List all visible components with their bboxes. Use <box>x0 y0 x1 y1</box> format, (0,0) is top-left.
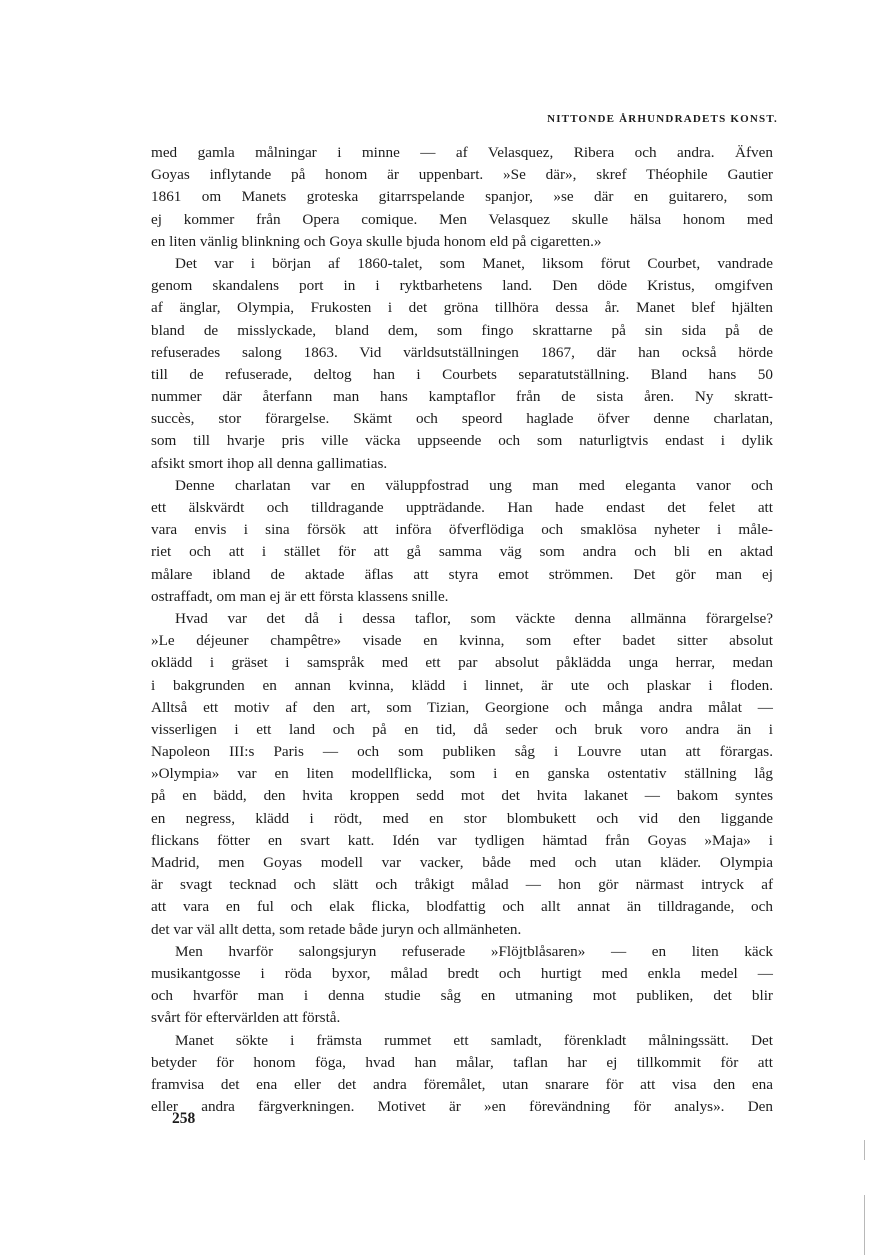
text-line: »Le déjeuner champêtre» visade en kvinna, som efter badet sitter absolut <box>151 632 773 650</box>
text-line: Hvad var det då i dessa taflor, som väckte denna allmänna förargelse? <box>175 609 773 627</box>
text-line: som till hvarje pris ville väcka uppseende och som naturligtvis endast i dylik <box>151 432 773 450</box>
text-line: oklädd i gräset i samspråk med ett par absolut påklädda unga herrar, medan <box>151 654 773 672</box>
text-line: Alltså ett motiv af den art, som Tizian, Georgione och många andra målat — <box>151 698 773 716</box>
text-line: visserligen i ett land och på en tid, då seder och bruk voro andra än i <box>151 720 773 738</box>
margin-mark <box>864 1140 865 1160</box>
text-line: det var väl allt detta, som retade både juryn och allmänheten. <box>151 920 522 938</box>
text-line: vara envis i sina försök att införa öfverflödiga och smaklösa nyheter i måle- <box>151 521 773 539</box>
text-line: till de refuserade, deltog han i Courbets separatutställning. Bland hans 50 <box>151 365 773 383</box>
text-line: i bakgrunden en annan kvinna, klädd i linnet, är ute och plaskar i floden. <box>151 676 773 694</box>
margin-mark <box>864 1195 865 1255</box>
text-line: Men hvarför salongsjuryn refuserade »Flöjtblåsaren» — en liten käck <box>175 942 773 960</box>
text-line: genom skandalens port in i ryktbarhetens land. Den döde Kristus, omgifven <box>151 277 773 295</box>
text-line: flickans fötter en svart katt. Idén var tydligen hämtad från Goyas »Maja» i <box>151 831 773 849</box>
text-line: refuserades salong 1863. Vid världsutställningen 1867, där han också hörde <box>151 343 773 361</box>
text-line: på en bädd, den hvita kroppen sedd mot det hvita lakanet — bakom syntes <box>151 787 773 805</box>
page-number: 258 <box>172 1110 196 1127</box>
text-line: musikantgosse i röda byxor, målad bredt och hurtigt med enkla medel — <box>151 964 773 982</box>
text-line: med gamla målningar i minne — af Velasquez, Ribera och andra. Äfven <box>151 144 773 161</box>
text-line: framvisa det ena eller det andra föremålet, utan snarare för att visa den ena <box>151 1075 773 1093</box>
text-line: Det var i början af 1860-talet, som Manet, liksom förut Courbet, vandrade <box>175 254 773 272</box>
body-text <box>151 142 773 1118</box>
text-line: och hvarför man i denna studie såg en utmaning mot publiken, det blir <box>151 987 773 1005</box>
text-line: af änglar, Olympia, Frukosten i det gröna tillhöra dessa år. Manet blef hjälten <box>151 299 773 317</box>
text-line: Goyas inflytande på honom är uppenbart. »Se där», skref Théophile Gautier <box>151 166 773 184</box>
text-line: eller andra färgverkningen. Motivet är »en förevändning för analys». Den <box>151 1098 773 1116</box>
text-line: målare ibland de aktade äflas att styra emot strömmen. Det gör man ej <box>151 565 773 583</box>
text-line: Denne charlatan var en väluppfostrad ung man med eleganta vanor och <box>175 476 773 494</box>
text-line: betyder för honom föga, hvad han målar, taflan har ej tillkommit för att <box>151 1053 773 1071</box>
text-line: en negress, klädd i rödt, med en stor blombukett och vid den liggande <box>151 809 773 827</box>
running-header: NITTONDE ÅRHUNDRADETS KONST. <box>547 113 778 125</box>
text-line: är svagt tecknad och slätt och tråkigt målad — hon gör närmast intryck af <box>151 876 773 894</box>
text-line: Madrid, men Goyas modell var vacker, både med och utan kläder. Olympia <box>151 854 773 871</box>
text-line: ostraffadt, om man ej är ett första klassens snille. <box>151 587 449 605</box>
text-line: Manet sökte i främsta rummet ett samladt, förenkladt målningssätt. Det <box>175 1031 773 1049</box>
text-line: succès, stor förargelse. Skämt och speord haglade öfver denne charlatan, <box>151 410 773 428</box>
text-line: ej kommer från Opera comique. Men Velasquez skulle hälsa honom med <box>151 210 773 228</box>
text-line: »Olympia» var en liten modellflicka, som i en ganska ostentativ ställning låg <box>151 765 773 783</box>
text-line: riet och att i stället för att gå samma väg som andra och bli en aktad <box>151 543 773 561</box>
text-line: svårt för eftervärlden att förstå. <box>151 1009 341 1027</box>
text-line: att vara en ful och elak flicka, blodfattig och allt annat än tilldragande, och <box>151 898 773 916</box>
text-line: afsikt smort ihop all denna gallimatias. <box>151 454 388 472</box>
text-line: Napoleon III:s Paris — och som publiken såg i Louvre utan att förargas. <box>151 743 773 761</box>
text-line: ett älskvärdt och tilldragande uppträdande. Han hade endast det felet att <box>151 499 773 516</box>
text-line: nummer där återfann man hans kamptaflor från de sista åren. Ny skratt- <box>151 388 773 406</box>
text-line: 1861 om Manets groteska gitarrspelande spanjor, »se där en guitarero, som <box>151 188 773 206</box>
text-line: en liten vänlig blinkning och Goya skulle bjuda honom eld på cigaretten.» <box>151 232 602 250</box>
text-line: bland de misslyckade, bland dem, som fingo skrattarne på sin sida på de <box>151 321 773 339</box>
